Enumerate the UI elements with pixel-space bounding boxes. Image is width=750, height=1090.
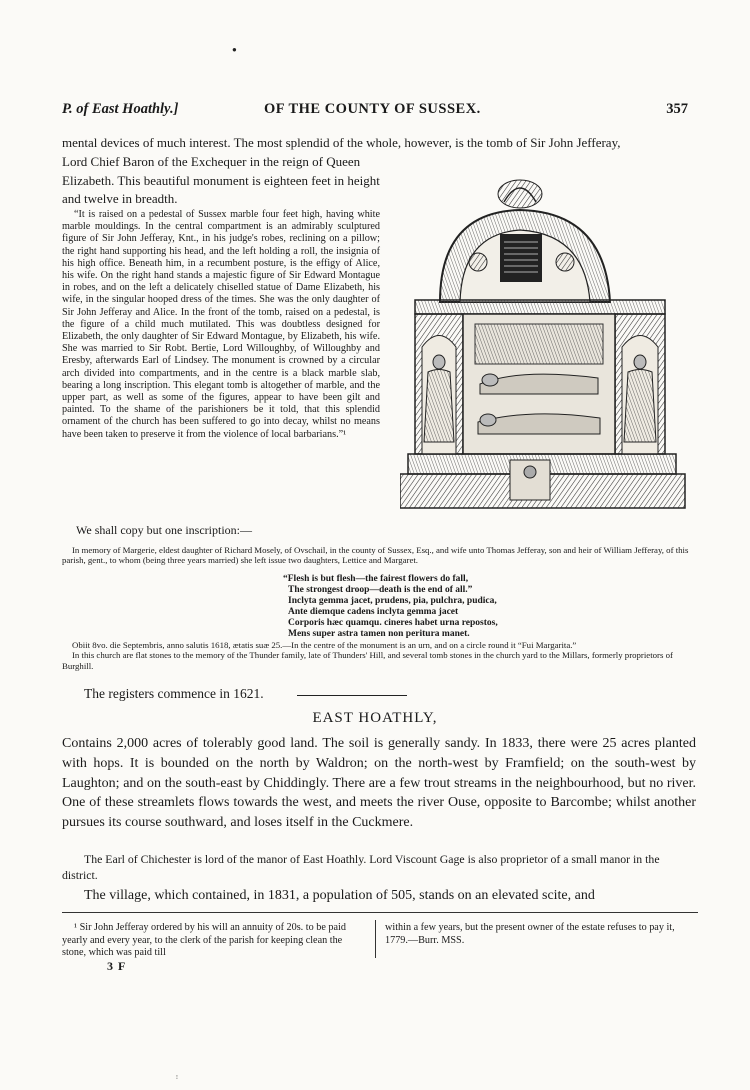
inscription-verse: [283, 574, 498, 640]
verse-line: Mens super astra tamen non peritura manet.: [288, 629, 470, 639]
verse-line: Inclyta gemma jacet, prudens, pia, pulchra, pudica,: [288, 596, 497, 606]
running-head: [62, 101, 688, 123]
intro-first-line: mental devices of much interest. The most splendid of the whole, however, is the tomb of Sir John Jefferay,: [62, 135, 621, 150]
crest-ornament: [498, 180, 542, 208]
verse-line: Ante diemque cadens inclyta gemma jacet: [288, 607, 459, 617]
obiit-note: Obiit 8vo. die Septembris, anno salutis 1618, ætatis suæ 25.—In the centre of the monument is an urn, and on a circle round it “Fui Margarita.”: [72, 640, 577, 650]
signature-mark: 3 F: [107, 959, 127, 973]
tomb-description-quote: “It is raised on a pedestal of Sussex marble four feet high, having white marble mouldings. In the central compartment is an admirably sculptured figure of Sir John Jefferay, Knt., in his judge's robes, reclining on a pillow; the right hand supporting his head, and the left holding a roll, the insignia of his high office. Beneath him, in a recumbent posture, is the effigy of Alice, his wife. On the right hand stands a majestic figure of Sir Edward Montague in robes, and on the left a delicately chiselled statue of Dame Elizabeth, his wife, in the singular hooped dress of the times. She was the only daughter of Sir John Jefferay and Alice. In the front of the tomb, raised on a pedestal, is the figure of a child much mutilated. This was doubtless designed for Elizabeth, the only daughter of Sir Edward Montague, by Elizabeth, his wife. She was married to Sir Robt. Bertie, Lord Willoughby, of Willoughby and Eresby, afterwards Earl of Lindsey. The monument is crowned by a circular arch divided into compartments, and in the centre is a black marble slab, bearing a long inscription. This elegant tomb is altogether of marble, and the upper part, as well as some of the figures, appear to have been gilt and painted. To the shame of the parishioners be it told, that this splendid ornament of the church has been suffered to go into decay, whilst no means have been taken to preserve it from the violence of local barbarians.”¹: [62, 209, 380, 440]
section-title: EAST HOATHLY,: [312, 710, 438, 726]
running-head-left: P. of East Hoathly.]: [62, 101, 179, 117]
manor-paragraph: The Earl of Chichester is lord of the manor of East Hoathly. Lord Viscount Gage is also proprietor of a small manor in the district.: [62, 852, 660, 882]
verse-line: The strongest droop—death is the end of all.”: [288, 585, 473, 595]
print-speck: ⁝: [176, 1075, 178, 1081]
village-paragraph: The village, which contained, in 1831, a population of 505, stands on an elevated scite, and: [84, 888, 595, 903]
section-rule: [297, 695, 407, 696]
copy-inscription-line: We shall copy but one inscription:—: [76, 523, 253, 537]
running-head-title: OF THE COUNTY OF SUSSEX.: [264, 101, 481, 117]
registers-line: The registers commence in 1621.: [84, 686, 264, 701]
page-number: 357: [666, 101, 688, 117]
flat-stones-note: In this church are flat stones to the memory of the Thunder family, late of Thunders' Hill, and several tomb stones in the church yard to the Millars, formerly proprietors of Burghill.: [62, 650, 673, 671]
print-speck: ●: [232, 45, 237, 54]
footnote-left: ¹ Sir John Jefferay ordered by his will an annuity of 20s. to be paid yearly and every year, to the clerk of the parish for keeping clean the stone, which was paid till: [62, 922, 346, 959]
verse-line: “Flesh is but flesh—the fairest flowers do fall,: [283, 574, 469, 584]
inscription-intro: In memory of Margerie, eldest daughter of Richard Mosely, of Ovschail, in the county of Sussex, Esq., and wife unto Thomas Jefferay, son and heir of William Jefferay, of this parish, gent., to whom (being three years married) she left issue two daughters, Lettice and Margaret.: [62, 545, 689, 566]
footnote-rule: [62, 912, 698, 913]
intro-paragraph: Lord Chief Baron of the Exchequer in the reign of Queen Elizabeth. This beautiful monument is eighteen feet in height and twelve in breadth.: [62, 154, 380, 206]
inscription-notes: [62, 640, 698, 671]
footnote-right: within a few years, but the present owner of the estate refuses to pay it, 1779.—Burr. MSS.: [385, 922, 675, 946]
footnote-divider: [375, 920, 376, 958]
verse-line: Corporis hæc quamqu. cineres habet urna repostos,: [288, 618, 498, 628]
tomb-engraving: [400, 172, 698, 512]
parish-description: Contains 2,000 acres of tolerably good land. The soil is generally sandy. In 1833, there were 25 acres planted with hops. It is bounded on the north by Waldron; on the north-west by Framfield; on the south-west by Laughton; and on the south-east by Chiddingly. There are a few trout streams in the neighbourhood, but no river. One of these streamlets flows towards the west, and meets the river Ouse, opposite to Barcombe; whilst another pursues its course southward, and loses itself in the Cuckmere.: [62, 736, 696, 831]
